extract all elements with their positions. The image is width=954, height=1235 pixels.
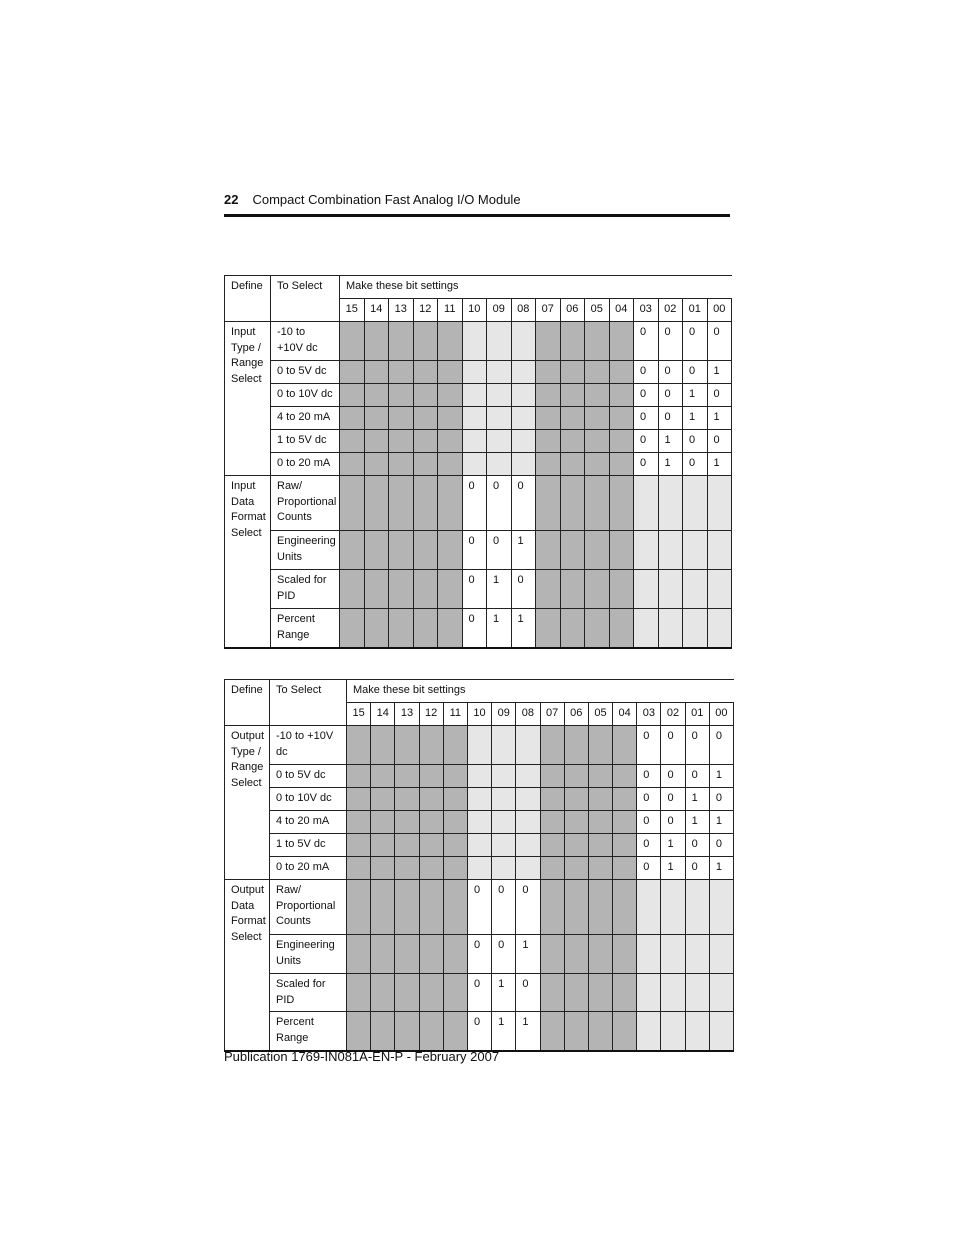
bit-value: 0 <box>658 407 683 430</box>
bit-label: 13 <box>395 703 419 726</box>
bit-label: 04 <box>609 299 634 322</box>
bit-value: 0 <box>637 811 661 834</box>
bit-label: 14 <box>371 703 395 726</box>
bit-value: 0 <box>637 788 661 811</box>
select-cell: Raw/ Proportional Counts <box>271 476 340 531</box>
bit-value: 0 <box>467 880 491 935</box>
input-bit-settings-table <box>224 275 732 649</box>
bit-value: 1 <box>707 453 732 476</box>
bit-label: 10 <box>462 299 487 322</box>
bit-label: 04 <box>613 703 637 726</box>
bit-value: 0 <box>661 788 685 811</box>
bit-value: 0 <box>467 1012 491 1051</box>
bit-value: 1 <box>685 788 709 811</box>
bit-value: 0 <box>492 935 516 974</box>
bit-label: 09 <box>492 703 516 726</box>
bit-value: 0 <box>685 857 709 880</box>
bit-value: 1 <box>487 570 512 609</box>
bit-value: 0 <box>634 407 659 430</box>
bit-value: 0 <box>492 880 516 935</box>
bit-label: 03 <box>637 703 661 726</box>
bit-value: 1 <box>685 811 709 834</box>
define-header: Define <box>225 680 270 726</box>
bit-value: 0 <box>634 430 659 453</box>
header-rule <box>224 214 730 217</box>
define-header: Define <box>225 276 271 322</box>
bit-value: 1 <box>511 531 536 570</box>
bit-value: 1 <box>683 384 708 407</box>
bit-value: 0 <box>709 788 733 811</box>
bit-label: 09 <box>487 299 512 322</box>
bit-value: 1 <box>661 857 685 880</box>
define-cell: Output Type / Range Select <box>225 726 270 880</box>
bit-label: 02 <box>658 299 683 322</box>
bit-label: 12 <box>413 299 438 322</box>
bit-label: 00 <box>709 703 733 726</box>
bit-label: 10 <box>467 703 491 726</box>
bit-value: 0 <box>658 384 683 407</box>
bit-value: 0 <box>709 726 733 765</box>
bit-value: 0 <box>637 857 661 880</box>
bit-value: 0 <box>462 570 487 609</box>
bit-value: 0 <box>709 834 733 857</box>
select-cell: 0 to 20 mA <box>271 453 340 476</box>
bit-value: 1 <box>707 407 732 430</box>
select-cell: 0 to 10V dc <box>271 384 340 407</box>
bit-value: 0 <box>634 453 659 476</box>
bit-value: 0 <box>685 765 709 788</box>
bit-value: 1 <box>683 407 708 430</box>
select-cell: 4 to 20 mA <box>270 811 347 834</box>
select-cell: 0 to 20 mA <box>270 857 347 880</box>
output-bit-settings-table <box>224 679 734 1052</box>
bit-value: 0 <box>511 570 536 609</box>
define-cell: Output Data Format Select <box>225 880 270 1051</box>
bit-value: 0 <box>634 384 659 407</box>
bit-value: 1 <box>487 609 512 648</box>
bit-label: 08 <box>516 703 540 726</box>
bit-label: 02 <box>661 703 685 726</box>
bit-label: 15 <box>340 299 365 322</box>
bit-value: 1 <box>709 811 733 834</box>
bit-value: 0 <box>683 453 708 476</box>
bit-label: 05 <box>588 703 612 726</box>
select-cell: Percent Range <box>270 1012 347 1051</box>
bit-value: 1 <box>516 1012 540 1051</box>
bit-value: 0 <box>683 361 708 384</box>
select-cell: 4 to 20 mA <box>271 407 340 430</box>
bit-value: 1 <box>709 765 733 788</box>
bit-value: 0 <box>661 811 685 834</box>
bit-settings-header: Make these bit settings <box>340 276 732 299</box>
page-header <box>224 192 521 207</box>
to-select-header: To Select <box>271 276 340 322</box>
bit-value: 0 <box>707 430 732 453</box>
bit-label: 15 <box>347 703 371 726</box>
bit-label: 01 <box>685 703 709 726</box>
select-cell: 1 to 5V dc <box>270 834 347 857</box>
bit-label: 11 <box>443 703 467 726</box>
bit-settings-header: Make these bit settings <box>347 680 734 703</box>
bit-label: 13 <box>389 299 414 322</box>
bit-label: 01 <box>683 299 708 322</box>
bit-value: 0 <box>707 384 732 407</box>
select-cell: 0 to 10V dc <box>270 788 347 811</box>
bit-value: 1 <box>661 834 685 857</box>
bit-value: 1 <box>709 857 733 880</box>
select-cell: Engineering Units <box>270 935 347 974</box>
select-cell: 1 to 5V dc <box>271 430 340 453</box>
page-title: Compact Combination Fast Analog I/O Module <box>252 192 521 207</box>
define-cell: Input Data Format Select <box>225 476 271 648</box>
bit-value: 1 <box>492 1012 516 1051</box>
bit-label: 06 <box>560 299 585 322</box>
bit-value: 0 <box>634 322 659 361</box>
select-cell: Engineering Units <box>271 531 340 570</box>
select-cell: Percent Range <box>271 609 340 648</box>
bit-value: 1 <box>707 361 732 384</box>
bit-value: 0 <box>661 765 685 788</box>
to-select-header: To Select <box>270 680 347 726</box>
bit-value: 0 <box>462 476 487 531</box>
select-cell: Scaled for PID <box>270 974 347 1012</box>
bit-value: 0 <box>462 609 487 648</box>
bit-value: 0 <box>685 726 709 765</box>
select-cell: -10 to +10V dc <box>271 322 340 361</box>
select-cell: 0 to 5V dc <box>271 361 340 384</box>
bit-value: 0 <box>685 834 709 857</box>
bit-value: 0 <box>637 726 661 765</box>
bit-label: 11 <box>438 299 463 322</box>
bit-value: 0 <box>683 430 708 453</box>
bit-label: 08 <box>511 299 536 322</box>
bit-value: 0 <box>467 974 491 1012</box>
bit-label: 00 <box>707 299 732 322</box>
bit-value: 0 <box>462 531 487 570</box>
bit-value: 1 <box>516 935 540 974</box>
bit-value: 1 <box>658 430 683 453</box>
bit-label: 12 <box>419 703 443 726</box>
bit-value: 0 <box>511 476 536 531</box>
bit-value: 0 <box>637 765 661 788</box>
bit-value: 0 <box>516 974 540 1012</box>
bit-value: 0 <box>661 726 685 765</box>
define-cell: Input Type / Range Select <box>225 322 271 476</box>
bit-value: 0 <box>658 322 683 361</box>
bit-label: 05 <box>585 299 610 322</box>
bit-value: 0 <box>634 361 659 384</box>
select-cell: Raw/ Proportional Counts <box>270 880 347 935</box>
select-cell: Scaled for PID <box>271 570 340 609</box>
bit-value: 0 <box>637 834 661 857</box>
bit-value: 0 <box>658 361 683 384</box>
publication-footer: Publication 1769-IN081A-EN-P - February 2007 <box>224 1049 500 1064</box>
bit-label: 03 <box>634 299 659 322</box>
bit-value: 0 <box>516 880 540 935</box>
select-cell: 0 to 5V dc <box>270 765 347 788</box>
bit-label: 14 <box>364 299 389 322</box>
bit-label: 07 <box>536 299 561 322</box>
bit-label: 07 <box>540 703 564 726</box>
bit-label: 06 <box>564 703 588 726</box>
select-cell: -10 to +10V dc <box>270 726 347 765</box>
bit-value: 1 <box>492 974 516 1012</box>
bit-value: 0 <box>467 935 491 974</box>
page-number: 22 <box>224 192 239 207</box>
bit-value: 0 <box>683 322 708 361</box>
bit-value: 0 <box>487 476 512 531</box>
bit-value: 1 <box>511 609 536 648</box>
bit-value: 0 <box>487 531 512 570</box>
bit-value: 0 <box>707 322 732 361</box>
bit-value: 1 <box>658 453 683 476</box>
